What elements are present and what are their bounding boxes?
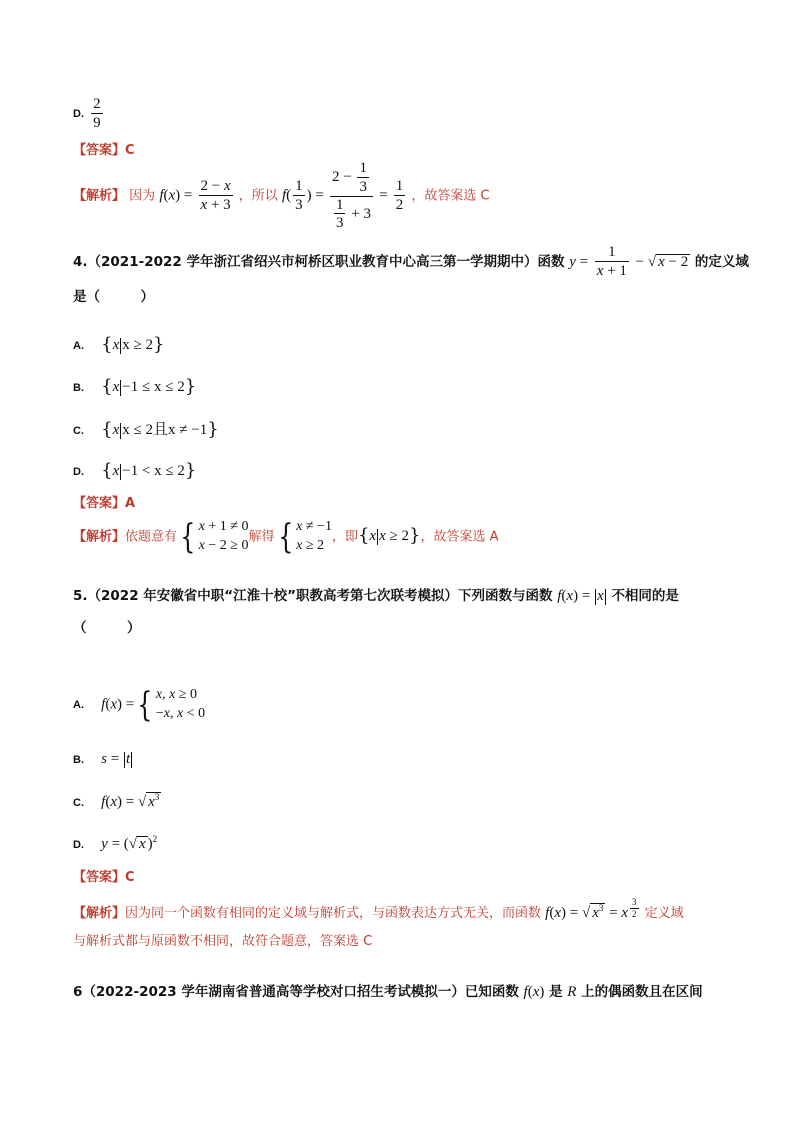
- answer-value: C: [125, 143, 135, 158]
- q4-option-a: A. {x x ≥ 2}: [73, 334, 165, 355]
- q4-option-b: B. {x −1 ≤ x ≤ 2}: [73, 376, 197, 397]
- fraction: $\frac{2}{9}$: [93, 96, 101, 131]
- q4-answer: 【答案】A: [73, 496, 136, 511]
- q3-analysis: 【解析】 因为 f(x) = $\frac{2 - x}{x + 3}$ ，所以 f( $\frac{1}{3}$ ) = 2 − $\frac{1}{3}$ $\frac{1}{3}$ + 3 = $\frac{1}{2}$ ，故答案选 C: [73, 160, 490, 231]
- q3-option-d: [73, 96, 105, 132]
- analysis-text: 因为: [129, 188, 156, 204]
- q6-stem: 6（2022-2023 学年湖南省普通高等学校对口招生考试模拟一）已知函数 f(x) 是 R 上的偶函数且在区间: [73, 984, 703, 1000]
- q4-option-c: C. {x x ≤ 2且x ≠ −1}: [73, 419, 219, 440]
- complex-fraction: 2 − $\frac{1}{3}$ $\frac{1}{3}$ + 3: [331, 160, 371, 231]
- q5-option-a: A. f(x) ={ x, x ≥ 0 −x, x < 0: [73, 684, 206, 725]
- q5-analysis: 【解析】因为同一个函数有相同的定义域与解析式，与函数表达方式无关，而函数 f(x) = √ $x^3 = x$ $^{\frac{3}{2}}$ 定义域: [73, 897, 684, 921]
- q3-answer: [73, 139, 135, 158]
- q5-option-c: C. f(x) = √ $x^3$: [73, 792, 160, 810]
- analysis-text: ，故答案选 C: [411, 188, 490, 204]
- formula: f: [159, 187, 164, 204]
- q4-option-d: D. {x −1 < x ≤ 2}: [73, 460, 197, 481]
- q5-option-d: D. y = (√ x )$^2$: [73, 834, 158, 852]
- answer-tag: 【答案】: [73, 143, 126, 158]
- q5-answer: 【答案】C: [73, 870, 135, 885]
- question-text: 的定义域: [694, 253, 749, 270]
- question-text: 4.（2021-2022 学年浙江省绍兴市柯桥区职业教育中心高三第一学期期中）函数: [73, 253, 565, 270]
- analysis-text: ，所以: [238, 188, 278, 204]
- q5-stem-line2: （ ）: [73, 620, 141, 636]
- q4-stem-line2: 是（ ）: [73, 289, 154, 305]
- q5-stem: 5.（2022 年安徽省中职“江淮十校”职教高考第七次联考模拟）下列函数与函数 f(x) = x 不相同的是: [73, 588, 679, 604]
- q5-analysis-line2: 与解析式都与原函数不相同，故符合题意，答案选 C: [73, 934, 373, 949]
- analysis-tag: 【解析】: [73, 188, 126, 204]
- option-label: D.: [73, 108, 84, 121]
- q5-option-b: B. s = t: [73, 751, 131, 767]
- fraction: $\frac{2 - x}{x + 3}$: [200, 178, 231, 213]
- q4-analysis: 【解析】依题意有{ x + 1 ≠ 0 x − 2 ≥ 0 解得{ x ≠ −1 x ≥ 2 ，即{x x ≥ 2}，故答案选 A: [73, 516, 499, 557]
- q4-stem: 4.（2021-2022 学年浙江省绍兴市柯桥区职业教育中心高三第一学期期中）函数 y = $\frac{1}{x + 1}$ − √ x − 2 的定义域: [73, 244, 749, 279]
